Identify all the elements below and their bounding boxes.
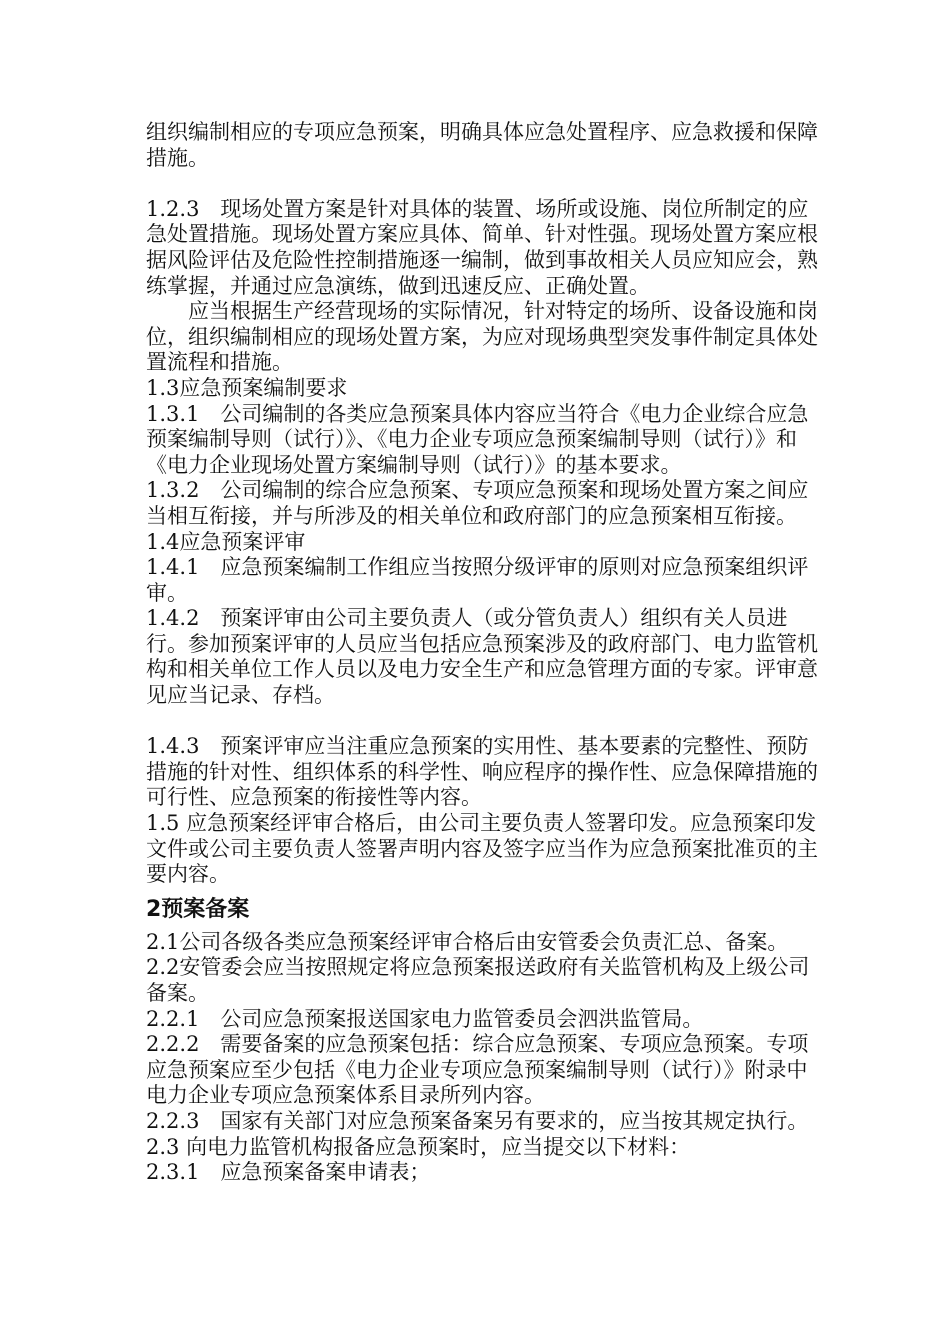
paragraph: 1.4.3 预案评审应当注重应急预案的实用性、基本要素的完整性、预防措施的针对性、组织体系的科学性、响应程序的操作性、应急保障措施的可行性、应急预案的衔接性等内容。 bbox=[146, 734, 818, 810]
paragraph: 1.4应急预案评审 bbox=[146, 529, 306, 554]
paragraph-gap bbox=[146, 709, 826, 735]
paragraph: 1.5 应急预案经评审合格后，由公司主要负责人签署印发。应急预案印发文件或公司主要负责人签署声明内容及签字应当作为应急预案批准页的主要内容。 bbox=[146, 811, 818, 887]
paragraph: 2.1公司各级各类应急预案经评审合格后由安管委会负责汇总、备案。 bbox=[146, 929, 789, 954]
document-page bbox=[146, 120, 826, 1186]
paragraph: 1.3应急预案编制要求 bbox=[146, 375, 348, 400]
paragraph: 2.2安管委会应当按照规定将应急预案报送政府有关监管机构及上级公司备案。 bbox=[146, 955, 810, 1005]
paragraph-gap bbox=[146, 171, 826, 197]
paragraph: 1.3.1 公司编制的各类应急预案具体内容应当符合《电力企业综合应急预案编制导则（试行）》、《电力企业专项应急预案编制导则（试行）》和《电力企业现场处置方案编制导则（试行）》的基本要求。 bbox=[146, 401, 809, 477]
section-heading: 2预案备案 bbox=[146, 896, 250, 922]
paragraph: 2.3 向电力监管机构报备应急预案时，应当提交以下材料： bbox=[146, 1134, 691, 1159]
paragraph: 1.4.1 应急预案编制工作组应当按照分级评审的原则对应急预案组织评审。 bbox=[146, 555, 809, 605]
paragraph: 组织编制相应的专项应急预案，明确具体应急处置程序、应急救援和保障措施。 bbox=[146, 120, 818, 170]
paragraph: 1.2.3 现场处置方案是针对具体的装置、场所或设施、岗位所制定的应急处置措施。现场处置方案应具体、简单、针对性强。现场处置方案应根据风险评估及危险性控制措施逐一编制，做到事故相关人员应知应会，熟练掌握，并通过应急演练，做到迅速反应、正确处置。 bbox=[146, 196, 818, 298]
paragraph: 2.2.1 公司应急预案报送国家电力监管委员会泗洪监管局。 bbox=[146, 1006, 704, 1031]
paragraph: 2.2.3 国家有关部门对应急预案备案另有要求的，应当按其规定执行。 bbox=[146, 1108, 809, 1133]
paragraph: 应当根据生产经营现场的实际情况，针对特定的场所、设备设施和岗位，组织编制相应的现场处置方案，为应对现场典型突发事件制定具体处置流程和措施。 bbox=[146, 299, 818, 375]
paragraph: 2.2.2 需要备案的应急预案包括：综合应急预案、专项应急预案。专项应急预案应至少包括《电力企业专项应急预案编制导则（试行）》附录中电力企业专项应急预案体系目录所列内容。 bbox=[146, 1032, 809, 1108]
paragraph: 2.3.1 应急预案备案申请表； bbox=[146, 1160, 431, 1185]
paragraph: 1.3.2 公司编制的综合应急预案、专项应急预案和现场处置方案之间应当相互衔接，并与所涉及的相关单位和政府部门的应急预案相互衔接。 bbox=[146, 478, 809, 528]
paragraph: 1.4.2 预案评审由公司主要负责人（或分管负责人）组织有关人员进行。参加预案评审的人员应当包括应急预案涉及的政府部门、电力监管机构和相关单位工作人员以及电力安全生产和应急管理方面的专家。评审意见应当记录、存档。 bbox=[146, 606, 818, 708]
